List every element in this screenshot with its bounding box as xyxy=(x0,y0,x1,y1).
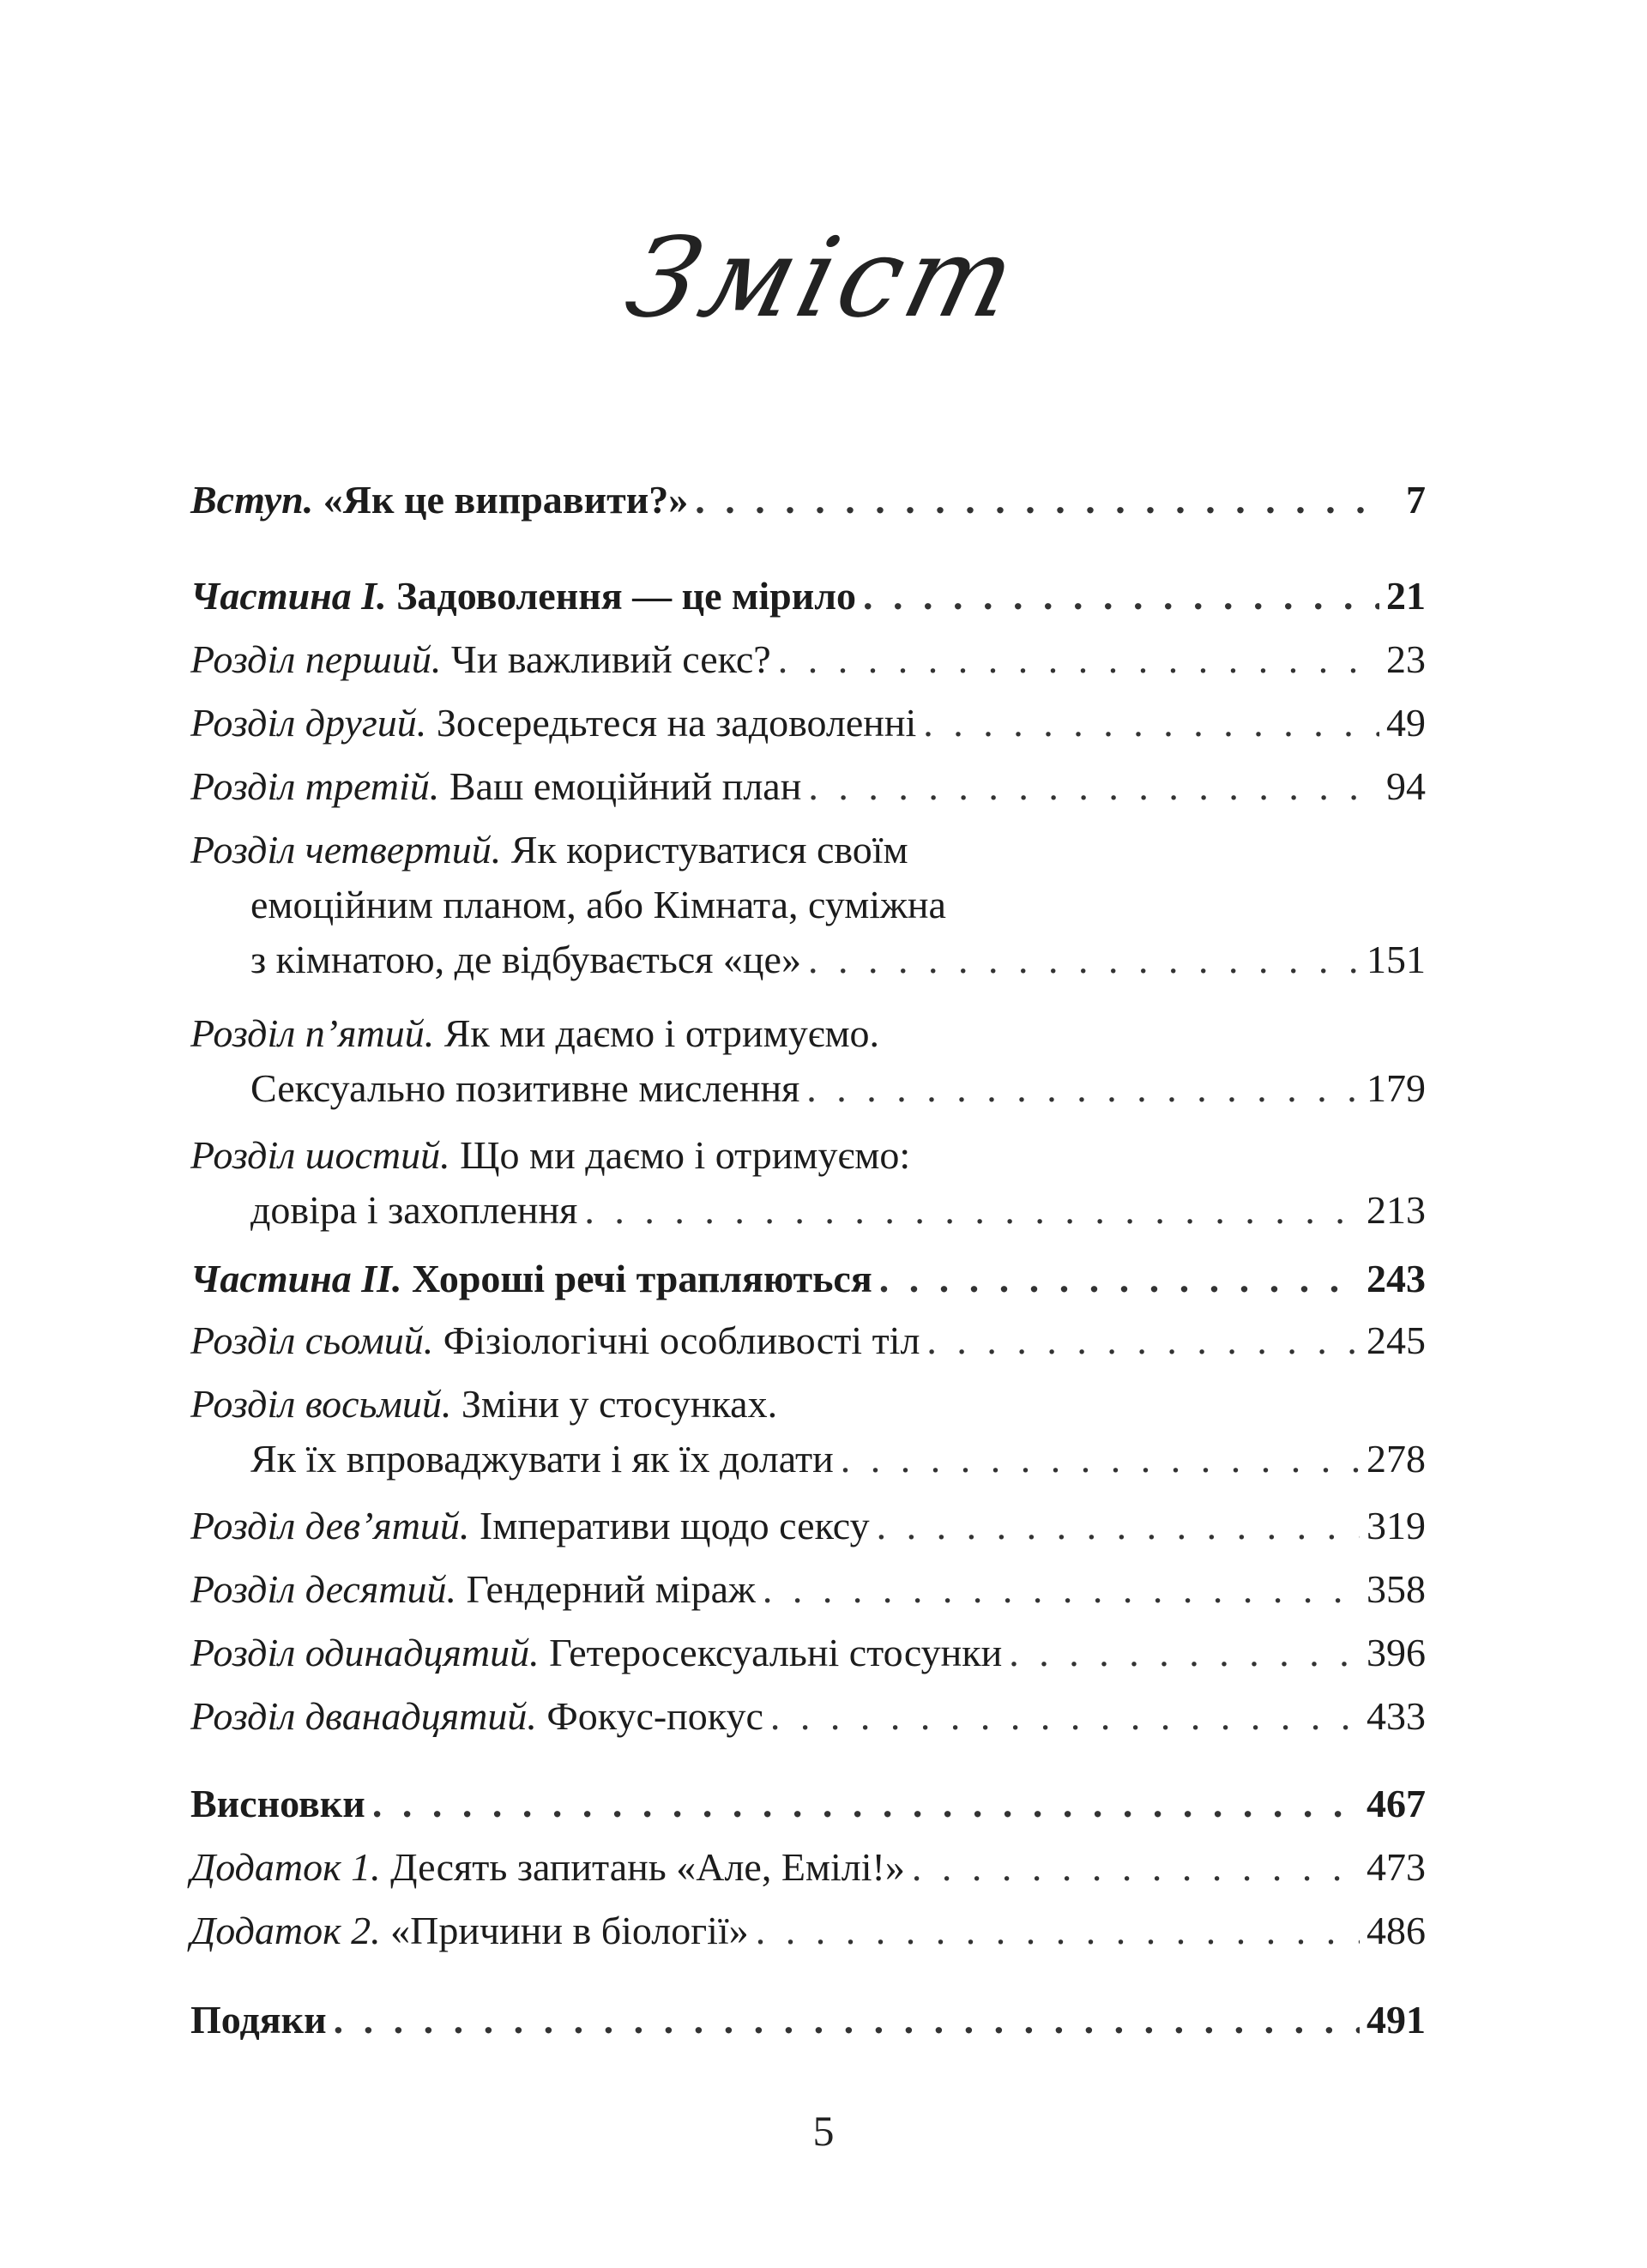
toc-entry xyxy=(190,1011,1426,1124)
toc-entry-page: 467 xyxy=(1366,1782,1426,1825)
toc-entry xyxy=(190,1133,1426,1246)
toc-entry xyxy=(190,1694,1426,1752)
dot-leader xyxy=(584,1191,1360,1230)
toc-entry-title: Як користуватися своїм xyxy=(510,828,908,872)
dot-leader xyxy=(1009,1633,1360,1673)
toc-entry-label: Розділ одинадцятий. xyxy=(190,1631,540,1674)
toc-entry-label: Розділ другий. xyxy=(190,701,427,745)
toc-entry-label: Розділ восьмий. xyxy=(190,1382,452,1426)
toc-entry-line xyxy=(190,764,1426,822)
toc-entry-line xyxy=(190,1784,1426,1839)
toc-entry-line xyxy=(190,1845,1426,1903)
toc-entry-continuation xyxy=(190,1066,1426,1124)
toc-entry xyxy=(190,1911,1426,1966)
toc-entry-page: 151 xyxy=(1366,938,1426,981)
page-title: Зміст xyxy=(614,214,1033,342)
toc-entry-title: Гендерний міраж xyxy=(466,1567,756,1611)
toc-entry-label: Розділ четвертий. xyxy=(190,828,502,872)
toc-entry-label: Розділ дев’ятий. xyxy=(190,1504,470,1547)
toc-entry-line xyxy=(190,1133,1426,1191)
toc-entry-label: Частина I. xyxy=(190,574,387,618)
toc-entry-label: Розділ перший. xyxy=(190,637,442,681)
dot-leader xyxy=(756,1911,1360,1951)
toc-entry-page: 23 xyxy=(1386,637,1426,681)
toc-entry xyxy=(190,576,1426,631)
toc-entry-line xyxy=(190,1506,1426,1561)
toc-entry-title: Як ми даємо і отримуємо. xyxy=(443,1011,880,1055)
toc-entry-page: 21 xyxy=(1386,574,1426,618)
toc-entry-title: «Причини в біології» xyxy=(390,1909,749,1952)
toc-entry-page: 245 xyxy=(1366,1318,1426,1362)
toc-entry-label: Вступ. xyxy=(190,478,314,522)
toc-entry-title: Гетеросексуальні стосунки xyxy=(549,1631,1003,1674)
toc-entry-page: 179 xyxy=(1366,1066,1426,1110)
toc-entry-line xyxy=(190,1567,1426,1625)
toc-entry xyxy=(190,764,1426,822)
toc-entry-page: 491 xyxy=(1366,1998,1426,2042)
dot-leader xyxy=(372,1784,1360,1824)
toc-entry xyxy=(190,637,1426,695)
toc-entry-continuation xyxy=(190,885,1426,940)
dot-leader xyxy=(923,703,1379,743)
toc-entry-title: з кімнатою, де відбувається «це» xyxy=(250,938,801,981)
toc-entry-title: Хороші речі трапляються xyxy=(412,1257,872,1300)
toc-entry-title: Сексуально позитивне мислення xyxy=(250,1066,800,1110)
toc-entry-line xyxy=(190,1011,1426,1069)
toc-entry-continuation xyxy=(190,1439,1426,1494)
toc-entry-page: 94 xyxy=(1386,764,1426,808)
toc-entry xyxy=(190,703,1426,758)
toc-entry xyxy=(190,2000,1426,2055)
toc-entry xyxy=(190,1567,1426,1625)
toc-entry xyxy=(190,1318,1426,1376)
toc-entry-page: 243 xyxy=(1366,1257,1426,1300)
toc-entry xyxy=(190,1384,1426,1494)
toc-entry-page: 278 xyxy=(1366,1437,1426,1481)
toc-entry-line xyxy=(190,576,1426,631)
toc-entry-line xyxy=(190,1318,1426,1376)
toc-entry-title: довіра і захоплення xyxy=(250,1188,578,1232)
toc-entry-line xyxy=(190,1911,1426,1966)
toc-entry-title: Зосередьтеся на задоволенні xyxy=(436,701,917,745)
toc-entry-title: Висновки xyxy=(190,1782,365,1825)
toc-entry xyxy=(190,480,1426,535)
toc-entry-page: 473 xyxy=(1366,1845,1426,1889)
toc-entry-title: «Як це виправити?» xyxy=(323,478,689,522)
toc-entry-page: 7 xyxy=(1406,478,1426,522)
toc-entry-title: Десять запитань «Але, Емілі!» xyxy=(390,1845,905,1889)
toc-entry-line xyxy=(190,480,1426,535)
toc-entry xyxy=(190,1633,1426,1688)
toc-entry-title: Фокус-покус xyxy=(546,1694,763,1738)
dot-leader xyxy=(879,1259,1360,1299)
toc-entry-label: Розділ шостий. xyxy=(190,1133,450,1177)
dot-leader xyxy=(770,1697,1360,1736)
toc-entry-line xyxy=(190,1384,1426,1439)
toc-entry-line xyxy=(190,637,1426,695)
toc-entry-title: Ваш емоційний план xyxy=(449,764,802,808)
toc-entry-label: Розділ десятий. xyxy=(190,1567,456,1611)
dot-leader xyxy=(912,1848,1360,1887)
toc-entry-line xyxy=(190,703,1426,758)
toc-entry-title: Що ми даємо і отримуємо: xyxy=(460,1133,911,1177)
toc-entry-page: 49 xyxy=(1386,701,1426,745)
toc-entry-label: Додаток 2. xyxy=(190,1909,381,1952)
toc-entry xyxy=(190,1506,1426,1561)
dot-leader xyxy=(334,2000,1360,2040)
toc-entry-line xyxy=(190,2000,1426,2055)
toc-entry-title: Задоволення — це мірило xyxy=(396,574,857,618)
toc-entry-label: Розділ третій. xyxy=(190,764,440,808)
toc-entry-continuation xyxy=(190,940,1426,995)
toc-entry-page: 433 xyxy=(1366,1694,1426,1738)
dot-leader xyxy=(808,767,1379,806)
toc-entry-label: Розділ сьомий. xyxy=(190,1318,434,1362)
page-number: 5 xyxy=(812,2107,835,2155)
toc-entry-title: емоційним планом, або Кімната, суміжна xyxy=(250,883,946,926)
toc-entry-page: 358 xyxy=(1366,1567,1426,1611)
dot-leader xyxy=(877,1506,1360,1546)
toc-entry-title: Фізіологічні особливості тіл xyxy=(443,1318,920,1362)
toc-entry-title: Подяки xyxy=(190,1998,327,2042)
toc-entry xyxy=(190,1259,1426,1314)
toc-entry-line xyxy=(190,830,1426,885)
toc-entry-label: Розділ п’ятий. xyxy=(190,1011,435,1055)
dot-leader xyxy=(806,1069,1360,1108)
dot-leader xyxy=(841,1439,1360,1479)
toc-entry-label: Розділ дванадцятий. xyxy=(190,1694,537,1738)
dot-leader xyxy=(863,576,1379,616)
dot-leader xyxy=(926,1321,1360,1360)
dot-leader xyxy=(808,940,1360,980)
toc-entry-page: 213 xyxy=(1366,1188,1426,1232)
toc-entry-continuation xyxy=(190,1188,1426,1246)
dot-leader xyxy=(778,640,1379,679)
toc-entry-line xyxy=(190,1259,1426,1314)
toc-entry-line xyxy=(190,1633,1426,1688)
dot-leader xyxy=(763,1570,1360,1609)
toc-entry-line xyxy=(190,1694,1426,1752)
toc-entry-label: Частина II. xyxy=(190,1257,402,1300)
toc-entry-title: Імперативи щодо сексу xyxy=(479,1504,870,1547)
toc-entry-page: 486 xyxy=(1366,1909,1426,1952)
toc-entry-page: 319 xyxy=(1366,1504,1426,1547)
dot-leader xyxy=(695,480,1385,520)
toc-entry-title: Зміни у стосунках. xyxy=(461,1382,778,1426)
toc-entry-title: Як їх впроваджувати і як їх долати xyxy=(250,1437,834,1481)
toc-entry-page: 396 xyxy=(1366,1631,1426,1674)
toc-entry xyxy=(190,1845,1426,1903)
toc-entry xyxy=(190,1784,1426,1839)
toc-entry-label: Додаток 1. xyxy=(190,1845,381,1889)
toc-entry-title: Чи важливий секс? xyxy=(450,637,771,681)
toc-entry xyxy=(190,830,1426,995)
